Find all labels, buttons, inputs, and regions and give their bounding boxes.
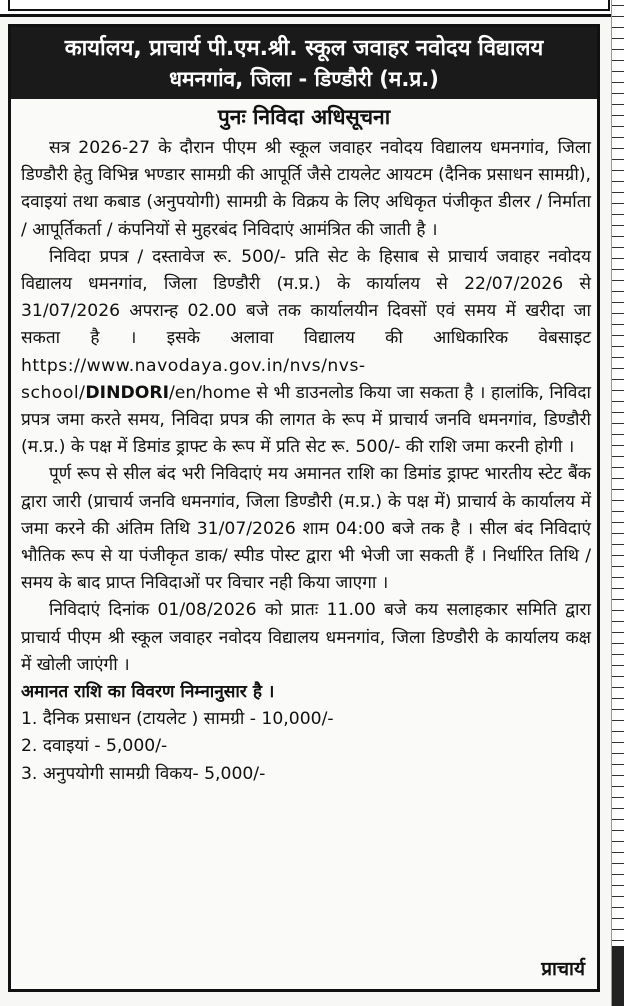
- paragraph-2-text-b: से भी डाउनलोड किया जा सकता है । हालांकि, निविदा प्रपत्र जमा करते समय, निविदा प्रपत्र की लागत के रूप में प्राचार्य जनवि धमनगांव, डिण्डौरी (म.प्र.) के पक्ष में डिमांड ड्राफ्ट के रूप में प्रति सेट रू. 500/- की राशि जमा करनी होगी ।: [21, 382, 591, 458]
- deposit-item: 2. दवाइयां - 5,000/-: [21, 736, 168, 757]
- paragraph-4: निविदाएं दिनांक 01/08/2026 को प्रातः 11.00 बजे कय सलाहकार समिति द्वारा प्राचार्य पीएम श्री स्कूल जवाहर नवोदय विद्यालय धमनगांव, जिला डिण्डौरी के कार्यालय कक्ष में खोली जाएंगी ।: [21, 600, 591, 675]
- notice-title: पुनः निविदा अधिसूचना: [217, 105, 391, 129]
- signature-principal: प्राचार्य: [541, 958, 585, 980]
- website-url-district: DINDORI: [85, 382, 169, 403]
- deposit-heading: अमानत राशि का विवरण निम्नानुसार है ।: [21, 682, 275, 703]
- paragraph-2: [21, 244, 591, 462]
- office-location: धमनगांव, जिला - डिण्डौरी (म.प्र.): [169, 67, 439, 91]
- paragraph-3: पूर्ण रूप से सील बंद भरी निविदाएं मय अमानत राशि का डिमांड ड्राफ्ट भारतीय स्टेट बैंक द्वारा जारी (प्राचार्य जनवि धमनगांव, जिला डिण्डौरी (म.प्र.) के पक्ष में) प्राचार्य के कार्यालय में जमा करने की अंतिम तिथि 31/07/2026 शाम 04:00 बजे तक है । सील बंद निविदाएं भौतिक रूप से या पंजीकृत डाक/ स्पीड पोस्ट द्वारा भी भेजी जा सकती हैं । निर्धारित तिथि / समय के बाद प्राप्त निविदाओं पर विचार नही किया जाएगा ।: [21, 464, 591, 594]
- paragraph-2-text-a: निविदा प्रपत्र / दस्तावेज रू. 500/- प्रति सेट के हिसाब से प्राचार्य जवाहर नवोदय विद्यालय धमनगांव, जिला डिण्डौरी (म.प्र.) के कार्यालय से 22/07/2026 से 31/07/2026 अपरान्ह 02.00 बजे तक कार्यालयीन दिवसों एवं समय में खरीदा जा सकता है । इसके अलावा विद्यालय की आधिकारिक वेबसाइट: [21, 246, 591, 349]
- website-url: https://www.navodaya.gov.in/nvs/nvs-school/: [21, 355, 366, 403]
- tender-notice: [8, 24, 600, 992]
- deposit-item: 1. दैनिक प्रसाधन (टायलेट ) सामग्री - 10,000/-: [21, 709, 334, 730]
- notice-body: [21, 135, 591, 788]
- website-url-tail: /en/home: [168, 382, 251, 403]
- notice-header: [11, 27, 597, 99]
- office-name: कार्यालय, प्राचार्य पी.एम.श्री. स्कूल जवाहर नवोदय विद्यालय: [64, 36, 544, 61]
- paragraph-1: सत्र 2026-27 के दौरान पीएम श्री स्कूल जवाहर नवोदय विद्यालय धमनगांव, जिला डिण्डौरी हेतु विभिन्न भण्डार सामग्री की आपूर्ति जैसे टायलेट आयटम (दैनिक प्रसाधन सामग्री), दवाइयां तथा कबाड (अनुपयोगी) सामग्री के विक्रय के लिए अधिकृत पंजीकृत डीलर / निर्माता / आपूर्तिकर्ता / कंपनियों से मुहरबंद निविदाएं आमंत्रित की जाती है ।: [21, 138, 591, 240]
- adjacent-column-dark-block: [612, 946, 624, 1006]
- previous-notice-border: [8, 0, 610, 11]
- top-border-strip: [0, 0, 624, 17]
- adjacent-column-edge: [611, 0, 624, 1006]
- deposit-item: 3. अनुपयोगी सामग्री विकय- 5,000/-: [21, 763, 266, 784]
